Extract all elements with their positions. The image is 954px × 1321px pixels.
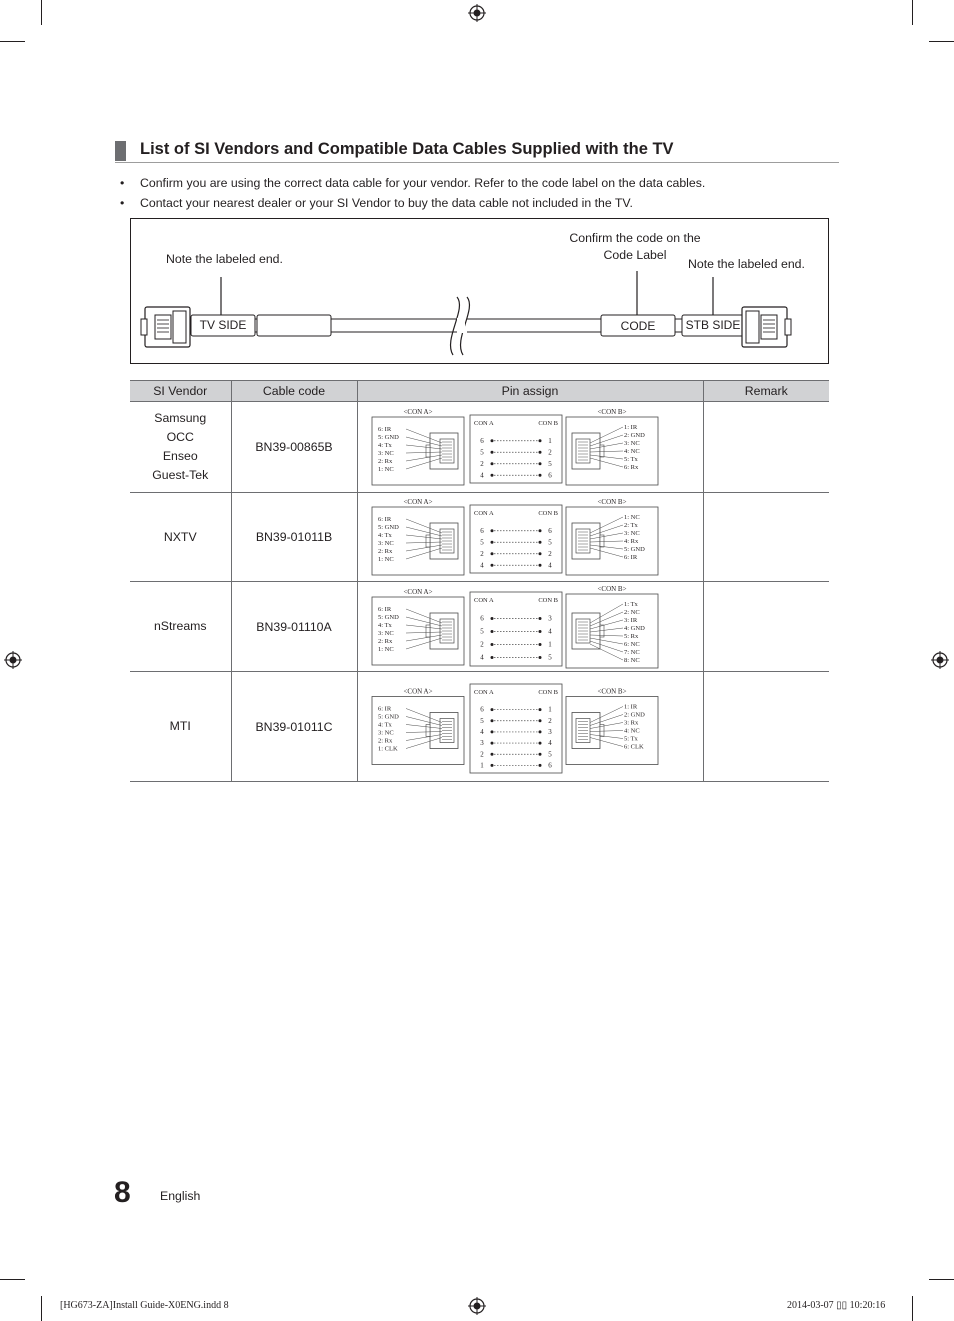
con-b-pin-label: 1: NC [624,514,640,521]
list-item [120,173,840,193]
con-b-pin-label: 6: NC [624,640,640,648]
map-con-a-label: CON A [474,420,494,427]
header-si-vendor: SI Vendor [130,381,231,402]
section-heading [115,140,839,163]
remark-cell [703,672,829,782]
pin-diagram [358,584,703,670]
instruction-list [120,173,840,213]
con-b-pin-label: 3: Rx [624,719,639,727]
con-b-pin-label: 5: Rx [624,632,639,640]
crop-mark [0,41,25,42]
map-dot [491,529,494,532]
map-right-pin: 1 [548,705,552,714]
file-info: [HG673-ZA]Install Guide-X0ENG.indd 8 [60,1300,229,1311]
header-remark: Remark [703,381,829,402]
map-right-pin: 3 [548,727,552,736]
map-dot [491,462,494,465]
con-a-pin-label: 6: IR [378,516,392,523]
map-con-b-label: CON B [538,596,558,604]
map-dot [539,753,542,756]
con-a-pin-label: 1: NC [378,466,394,473]
map-right-pin: 6 [548,761,552,770]
map-right-pin: 2 [548,549,552,558]
con-a-pin-label: 5: GND [378,434,399,441]
con-b-pin-label: 8: NC [624,656,640,664]
registration-mark-icon [468,1297,486,1315]
map-dot [539,764,542,767]
map-con-b-label: CON B [538,510,558,517]
map-right-pin: 4 [548,561,552,570]
map-left-pin: 4 [480,727,484,736]
vendor-cell [130,582,231,672]
map-left-pin: 6 [480,614,484,622]
map-dot [491,541,494,544]
map-dot [539,643,542,646]
con-b-pin-label: 1: IR [624,424,638,431]
map-dot [539,656,542,659]
cable-code-cell: BN39-01110A [231,582,357,672]
map-right-pin: 2 [548,448,552,457]
map-right-pin: 5 [548,538,552,547]
con-a-pin-label: 1: NC [378,556,394,563]
table-header-row [130,381,829,402]
map-dot [491,719,494,722]
map-right-pin: 1 [548,436,552,445]
pin-assign-diagram [370,676,690,777]
heading-bar [115,141,126,161]
con-b-pin-label: 7: NC [624,648,640,656]
map-dot [491,439,494,442]
map-left-pin: 1 [480,761,484,770]
map-con-a-label: CON A [474,596,494,604]
tv-side-label: TV SIDE [199,318,247,332]
vendor-name: NXTV [163,529,197,544]
map-right-pin: 5 [548,653,552,661]
jack-tab [426,535,430,547]
vendor-name: nStreams [153,619,207,633]
pin-assign-cell [357,402,703,493]
pin-assign-cell [357,493,703,582]
map-left-pin: 5 [480,627,484,635]
map-dot [539,708,542,711]
map-left-pin: 3 [480,739,484,748]
con-a-pin-label: 6: IR [378,605,392,613]
pin-assign-diagram [370,497,690,577]
map-left-pin: 2 [480,750,484,759]
con-b-title: <CON B> [597,584,627,593]
map-right-pin: 4 [548,627,552,635]
map-dot [491,742,494,745]
map-dot [491,451,494,454]
map-dot [491,764,494,767]
con-b-pin-label: 2: GND [624,711,645,719]
con-a-pin-label: 4: Tx [378,621,392,629]
confirm-code-line: Code Label [603,248,667,262]
note-right-label: Note the labeled end. [688,257,805,271]
jack-tab [426,625,430,637]
bullet-icon: • [120,176,125,190]
map-dot [539,451,542,454]
cable-code-cell: BN39-01011C [231,672,357,782]
map-left-pin: 4 [480,561,484,570]
crop-mark [912,0,913,25]
map-dot [539,541,542,544]
con-b-pin-label: 1: IR [624,703,638,711]
vendor-name: Guest-Tek [152,468,209,482]
vendor-name: Samsung [154,411,207,425]
map-con-a-label: CON A [474,689,494,696]
vendor-cell [130,672,231,782]
table-row [130,672,829,782]
con-a-pin-label: 5: GND [378,524,399,531]
pin-assign-diagram [370,407,690,487]
map-right-pin: 6 [548,471,552,480]
crop-mark [41,1296,42,1321]
map-right-pin: 1 [548,640,552,648]
map-left-pin: 2 [480,549,484,558]
remark-cell [703,582,829,672]
map-right-pin: 5 [548,459,552,468]
registration-mark-icon [4,651,22,669]
con-b-pin-label: 5: Tx [624,735,638,743]
section-title: List of SI Vendors and Compatible Data Cables Supplied with the TV [140,140,674,158]
con-a-pin-label: 2: Rx [378,548,393,555]
crop-mark [929,1279,954,1280]
map-dot [491,552,494,555]
con-a-pin-label: 4: Tx [378,442,392,449]
con-a-pin-label: 3: NC [378,729,394,737]
map-dot [539,742,542,745]
crop-mark [912,1296,913,1321]
map-dot [491,617,494,620]
con-b-pin-label: 6: CLK [624,743,644,751]
con-b-pin-label: 2: NC [624,608,640,616]
con-b-pin-label: 5: GND [624,546,645,553]
vendor-table [130,380,829,782]
vendor-name: MTI [169,719,191,733]
map-right-pin: 6 [548,526,552,535]
map-dot [539,564,542,567]
remark-cell [703,493,829,582]
jack-tab [426,725,430,737]
con-b-pin-label: 4: NC [624,448,640,455]
map-left-pin: 6 [480,526,484,535]
con-b-pin-label: 6: IR [624,554,638,561]
con-a-pin-label: 2: Rx [378,637,393,645]
map-con-b-label: CON B [538,420,558,427]
pin-assign-cell [357,672,703,782]
map-right-pin: 5 [548,750,552,759]
jack-tab [426,445,430,457]
vendor-name: OCC [166,430,194,444]
map-left-pin: 6 [480,705,484,714]
map-dot [491,474,494,477]
table-row [130,402,829,493]
bullet-icon: • [120,196,125,210]
header-cable-code: Cable code [231,381,357,402]
con-a-pin-label: 3: NC [378,450,394,457]
list-item [120,193,840,213]
cable-illustration [131,219,828,363]
map-dot [491,630,494,633]
con-b-pin-label: 4: Rx [624,538,639,545]
con-b-pin-label: 3: NC [624,530,640,537]
table-row [130,582,829,672]
con-a-pin-label: 6: IR [378,705,392,713]
registration-mark-icon [931,651,949,669]
map-dot [539,630,542,633]
map-dot [491,753,494,756]
crop-mark [0,1279,25,1280]
map-left-pin: 5 [480,448,484,457]
map-dot [491,708,494,711]
con-a-pin-label: 1: CLK [378,745,398,753]
con-a-title: <CON A> [403,408,433,416]
con-b-pin-label: 4: GND [624,624,645,632]
con-a-title: <CON A> [403,587,433,596]
pin-assign-diagram [370,584,690,670]
remark-cell [703,402,829,493]
bullet-text: Contact your nearest dealer or your SI Vendor to buy the data cable not included in the TV. [140,196,633,210]
map-dot [491,656,494,659]
pin-diagram [358,676,703,777]
map-left-pin: 4 [480,653,484,661]
con-a-pin-label: 2: Rx [378,737,393,745]
stb-side-label: STB SIDE [685,318,741,332]
map-dot [539,730,542,733]
cable-diagram [130,218,829,364]
con-b-pin-label: 6: Rx [624,464,639,471]
map-left-pin: 5 [480,716,484,725]
map-dot [539,462,542,465]
con-b-title: <CON B> [597,498,627,506]
con-a-pin-label: 1: NC [378,645,394,653]
con-a-pin-label: 3: NC [378,629,394,637]
con-a-pin-label: 3: NC [378,540,394,547]
map-dot [491,730,494,733]
map-right-pin: 2 [548,716,552,725]
page-language: English [160,1189,201,1203]
con-b-title: <CON B> [597,687,627,696]
con-a-title: <CON A> [403,498,433,506]
con-b-pin-label: 1: Tx [624,600,638,608]
con-b-title: <CON B> [597,408,627,416]
page-number: 8 [114,1176,131,1209]
map-dot [539,552,542,555]
map-right-pin: 3 [548,614,552,622]
con-a-pin-label: 5: GND [378,613,399,621]
cable-code-cell: BN39-01011B [231,493,357,582]
note-left-label: Note the labeled end. [166,252,283,266]
map-left-pin: 2 [480,459,484,468]
map-dot [539,617,542,620]
cable-code-cell: BN39-00865B [231,402,357,493]
vendor-name: Enseo [162,449,198,463]
crop-mark [929,41,954,42]
con-a-pin-label: 5: GND [378,713,399,721]
map-left-pin: 6 [480,436,484,445]
map-left-pin: 5 [480,538,484,547]
map-dot [491,564,494,567]
map-dot [539,474,542,477]
con-a-title: <CON A> [403,687,433,696]
crop-mark [41,0,42,25]
map-dot [491,643,494,646]
pin-diagram [358,407,703,487]
con-b-pin-label: 5: Tx [624,456,638,463]
table-row [130,493,829,582]
vendor-cell [130,493,231,582]
con-a-pin-label: 6: IR [378,426,392,433]
header-pin-assign: Pin assign [357,381,703,402]
con-b-pin-label: 3: NC [624,440,640,447]
registration-mark-icon [468,4,486,22]
pin-diagram [358,497,703,577]
con-b-pin-label: 4: NC [624,727,640,735]
map-left-pin: 2 [480,640,484,648]
map-right-pin: 4 [548,739,552,748]
map-con-b-label: CON B [538,689,558,696]
map-con-a-label: CON A [474,510,494,517]
con-b-pin-label: 2: Tx [624,522,638,529]
print-timestamp: 2014-03-07 ▯▯ 10:20:16 [787,1300,886,1311]
map-left-pin: 4 [480,471,484,480]
map-dot [539,719,542,722]
vendor-cell [130,402,231,493]
map-dot [539,529,542,532]
pin-assign-cell [357,582,703,672]
con-a-pin-label: 2: Rx [378,458,393,465]
bullet-text: Confirm you are using the correct data cable for your vendor. Refer to the code label on the data cables. [140,176,706,190]
con-b-pin-label: 3: IR [624,616,638,624]
con-b-pin-label: 2: GND [624,432,645,439]
confirm-code-line: Confirm the code on the [569,231,701,245]
con-a-pin-label: 4: Tx [378,532,392,539]
con-a-pin-label: 4: Tx [378,721,392,729]
map-dot [539,439,542,442]
code-label: CODE [620,319,656,333]
